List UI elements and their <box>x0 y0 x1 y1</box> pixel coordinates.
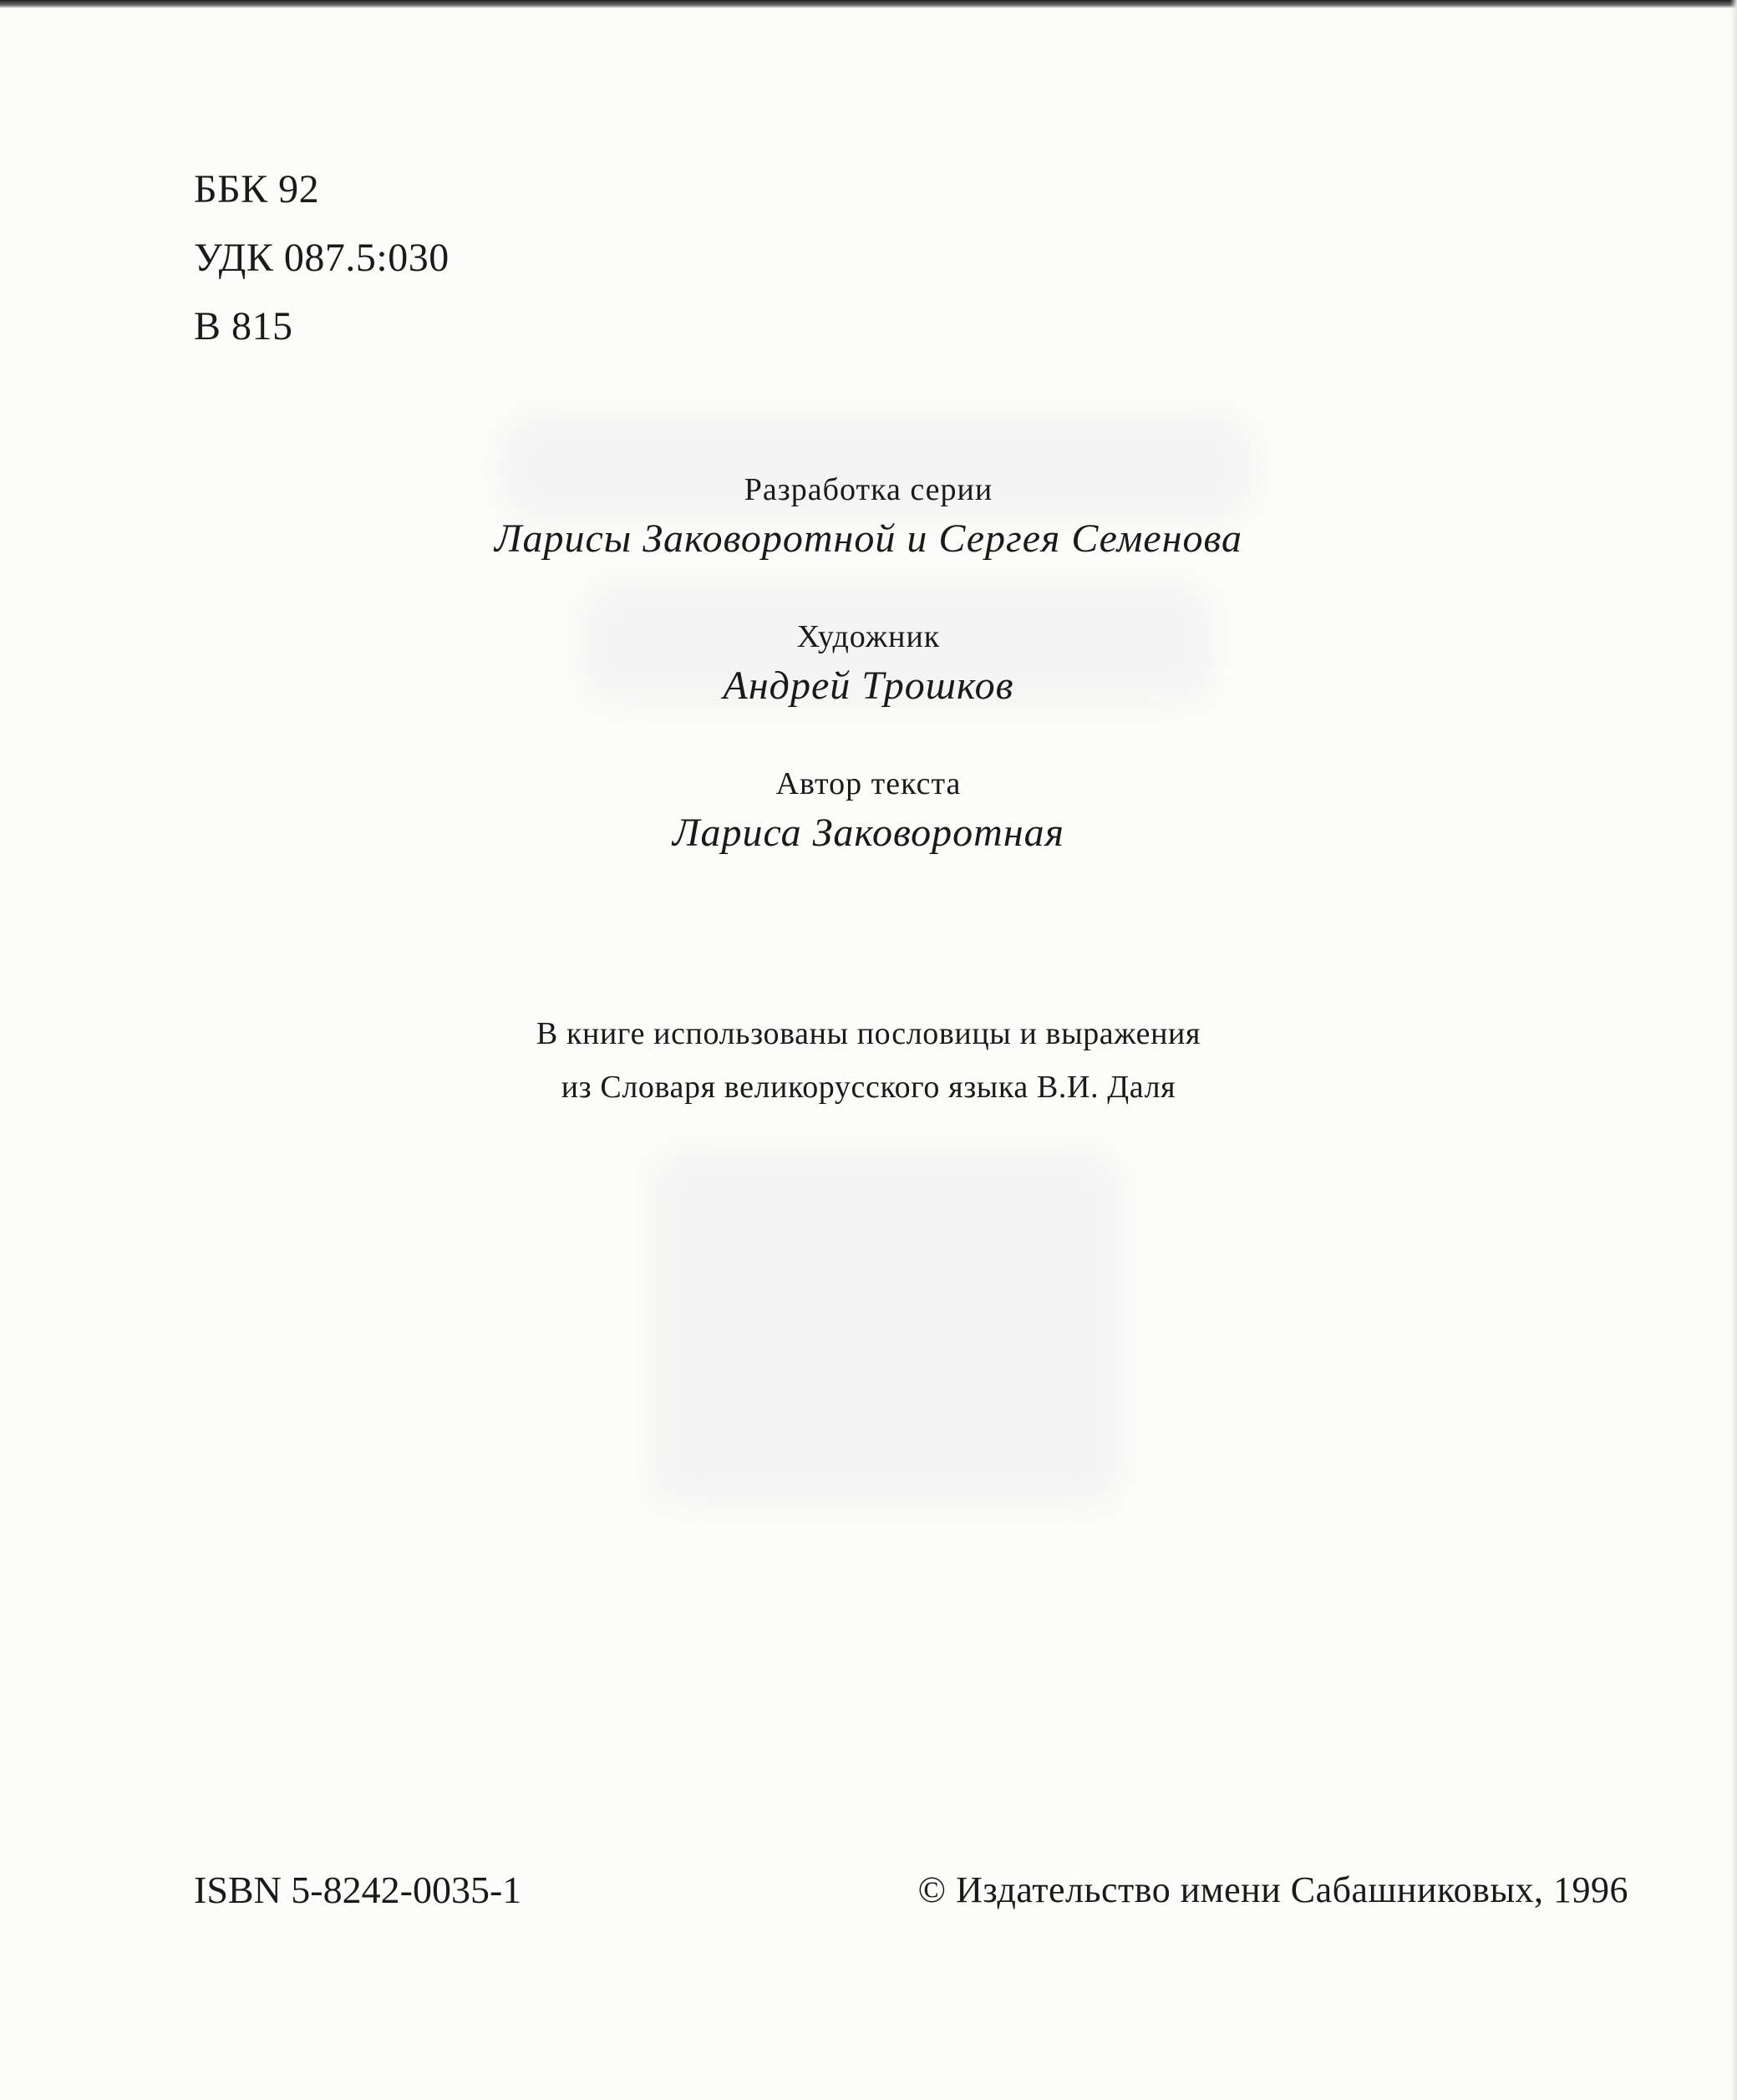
credit-name: Андрей Трошков <box>723 664 1014 708</box>
sources-note <box>0 1007 1737 1114</box>
note-line: из Словаря великорусского языка В.И. Даля <box>561 1070 1176 1105</box>
bbk-code: ББК 92 <box>194 167 320 211</box>
copyright-notice: © Издательство имени Сабашниковых, 1996 <box>917 1869 1628 1910</box>
note-line: В книге использованы пословицы и выражения <box>536 1016 1201 1051</box>
credit-name: Лариса Заковоротная <box>673 811 1064 855</box>
credit-series <box>0 468 1737 567</box>
catalog-codes <box>194 155 449 361</box>
udk-code: УДК 087.5:030 <box>194 236 449 280</box>
author-mark-code: В 815 <box>194 304 293 348</box>
credit-label: Автор текста <box>775 766 962 801</box>
isbn: ISBN 5-8242-0035-1 <box>194 1869 522 1911</box>
show-through-shadow <box>652 1153 1120 1504</box>
credit-text-author <box>0 762 1737 861</box>
credit-label: Художник <box>796 619 941 654</box>
credits-section <box>0 468 1737 909</box>
page-top-edge <box>0 0 1737 8</box>
credit-artist <box>0 615 1737 714</box>
credit-label: Разработка серии <box>744 472 993 507</box>
credit-name: Ларисы Заковоротной и Сергея Семенова <box>494 516 1243 561</box>
